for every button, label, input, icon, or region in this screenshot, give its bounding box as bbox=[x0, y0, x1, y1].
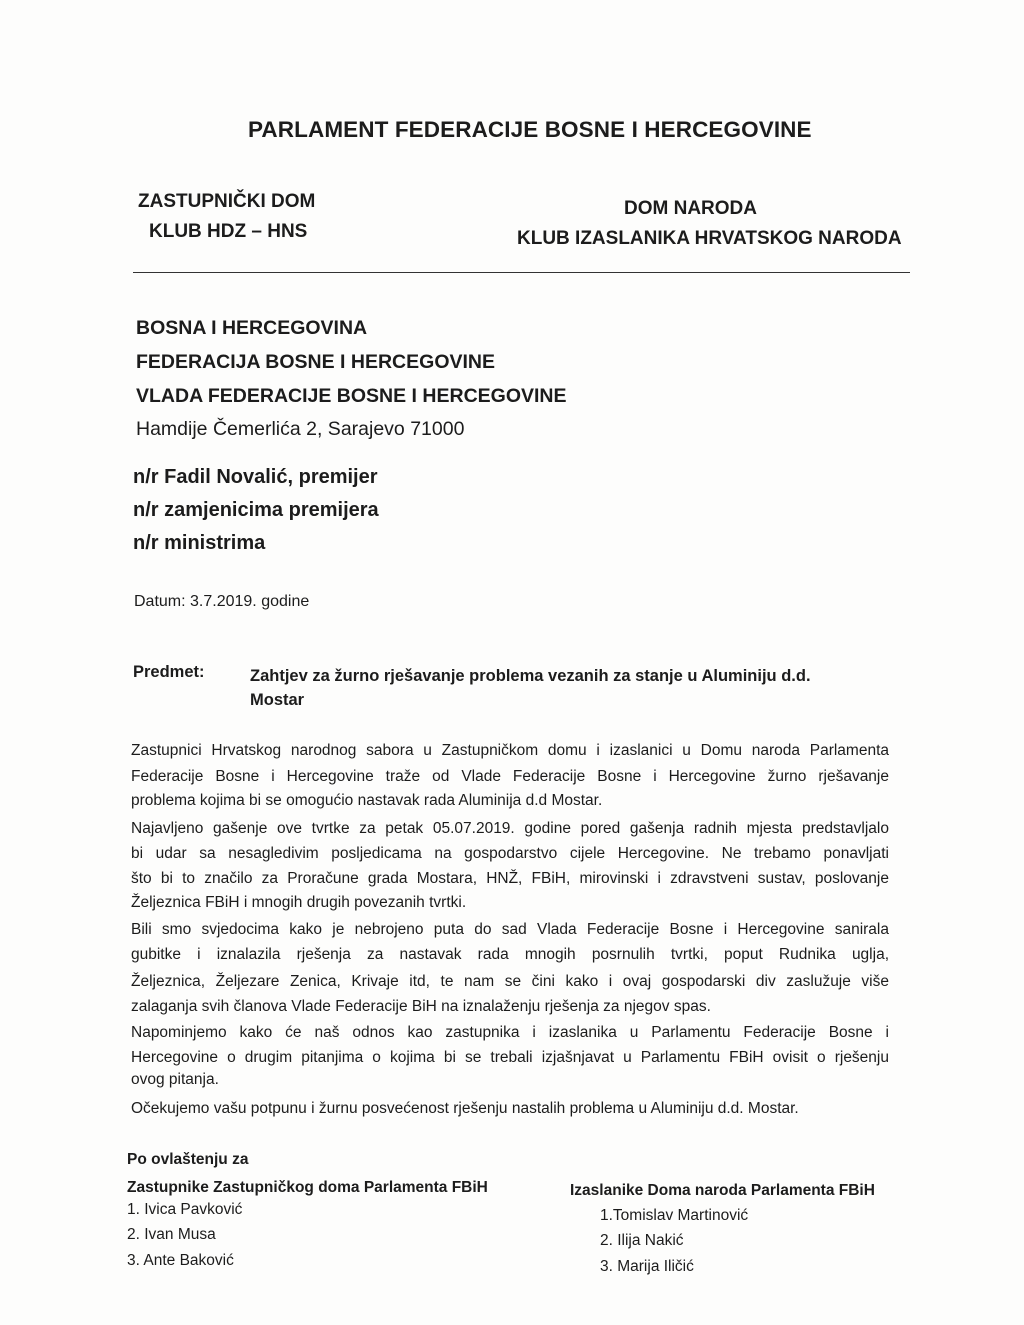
body-line: Željeznica FBiH i mnogih drugih povezanih tvrtki. bbox=[131, 894, 467, 911]
body-line: Bili smo svjedocima kako je nebrojeno puta do sad Vlada Federacije Bosne i Hercegovine sanirala bbox=[131, 921, 889, 938]
document-title: PARLAMENT FEDERACIJE BOSNE I HERCEGOVINE bbox=[248, 117, 812, 142]
recipient-line2: FEDERACIJA BOSNE I HERCEGOVINE bbox=[136, 351, 495, 373]
body-line: problema kojima bi se omogućio nastavak rada Aluminija d.d Mostar. bbox=[131, 792, 603, 809]
recipient-line1: BOSNA I HERCEGOVINA bbox=[136, 317, 368, 339]
body-line: Zastupnici Hrvatskog narodnog sabora u Zastupničkom domu i izaslanici u Domu naroda Parlamenta bbox=[131, 742, 889, 759]
signature-left-heading2: Zastupnike Zastupničkog doma Parlamenta FBiH bbox=[127, 1179, 488, 1196]
subject-line1: Zahtjev za žurno rješavanje problema vezanih za stanje u Aluminiju d.d. bbox=[250, 667, 811, 685]
attention-line: n/r zamjenicima premijera bbox=[133, 499, 379, 521]
body-line: gubitke i iznalazila rješenja za nastavak rada mnogih posrnulih tvrtki, poput Rudnika uglja, bbox=[131, 946, 889, 963]
signatory-name: 2. Ilija Nakić bbox=[600, 1232, 684, 1249]
attention-line: n/r ministrima bbox=[133, 532, 266, 554]
body-line: ovog pitanja. bbox=[131, 1071, 219, 1088]
right-header-line1: DOM NARODA bbox=[624, 198, 757, 219]
body-line: Federacije Bosne i Hercegovine traže od Vlade Federacije Bosne i Hercegovine žurno rješavanje bbox=[131, 768, 889, 785]
right-header-line2: KLUB IZASLANIKA HRVATSKOG NARODA bbox=[517, 228, 902, 249]
signatory-name: 3. Ante Baković bbox=[127, 1252, 234, 1269]
recipient-line3: VLADA FEDERACIJE BOSNE I HERCEGOVINE bbox=[136, 385, 567, 407]
left-header-line2: KLUB HDZ – HNS bbox=[149, 221, 308, 242]
recipient-address: Hamdije Čemerlića 2, Sarajevo 71000 bbox=[136, 418, 465, 440]
signatory-name: 1. Ivica Pavković bbox=[127, 1201, 243, 1218]
subject-label: Predmet: bbox=[133, 663, 205, 681]
body-line: Najavljeno gašenje ove tvrtke za petak 05.07.2019. godine pored gašenja radnih mjesta predstavljalo bbox=[131, 820, 889, 837]
body-line: Očekujemo vašu potpunu i žurnu posvećenost rješenju nastalih problema u Aluminiju d.d. Mostar. bbox=[131, 1100, 799, 1117]
attention-line: n/r Fadil Novalić, premijer bbox=[133, 466, 378, 488]
signature-left-heading1: Po ovlaštenju za bbox=[127, 1151, 249, 1168]
header-divider bbox=[133, 272, 910, 273]
body-line: što bi to značilo za Proračune grada Mostara, HNŽ, FBiH, mirovinski i zdravstveni sustav, poslovanje bbox=[131, 870, 889, 887]
body-line: Željeznica, Željezare Zenica, Krivaje itd, te nam se čini kako i ovaj gospodarski div zaslužuje više bbox=[131, 973, 889, 990]
signatory-name: 3. Marija Iličić bbox=[600, 1258, 694, 1275]
body-line: Napominjemo kako će naš odnos kao zastupnika i izaslanika u Parlamentu Federacije Bosne i bbox=[131, 1024, 889, 1041]
body-line: bi udar sa nesagledivim posljedicama na gospodarstvo cijele Hercegovine. Ne trebamo ponavljati bbox=[131, 845, 889, 862]
signatory-name: 1.Tomislav Martinović bbox=[600, 1207, 749, 1224]
document-date: Datum: 3.7.2019. godine bbox=[134, 593, 310, 610]
left-header-line1: ZASTUPNIČKI DOM bbox=[138, 191, 316, 212]
signature-right-heading: Izaslanike Doma naroda Parlamenta FBiH bbox=[570, 1182, 875, 1199]
body-line: zalaganja svih članova Vlade Federacije BiH na iznalaženju rješenja za njegov spas. bbox=[131, 998, 711, 1015]
body-line: Hercegovine o drugim pitanjima o kojima bi se trebali izjašnjavat u Parlamentu FBiH ovisit o rješenju bbox=[131, 1049, 889, 1066]
subject-line2: Mostar bbox=[250, 691, 305, 709]
signatory-name: 2. Ivan Musa bbox=[127, 1226, 216, 1243]
